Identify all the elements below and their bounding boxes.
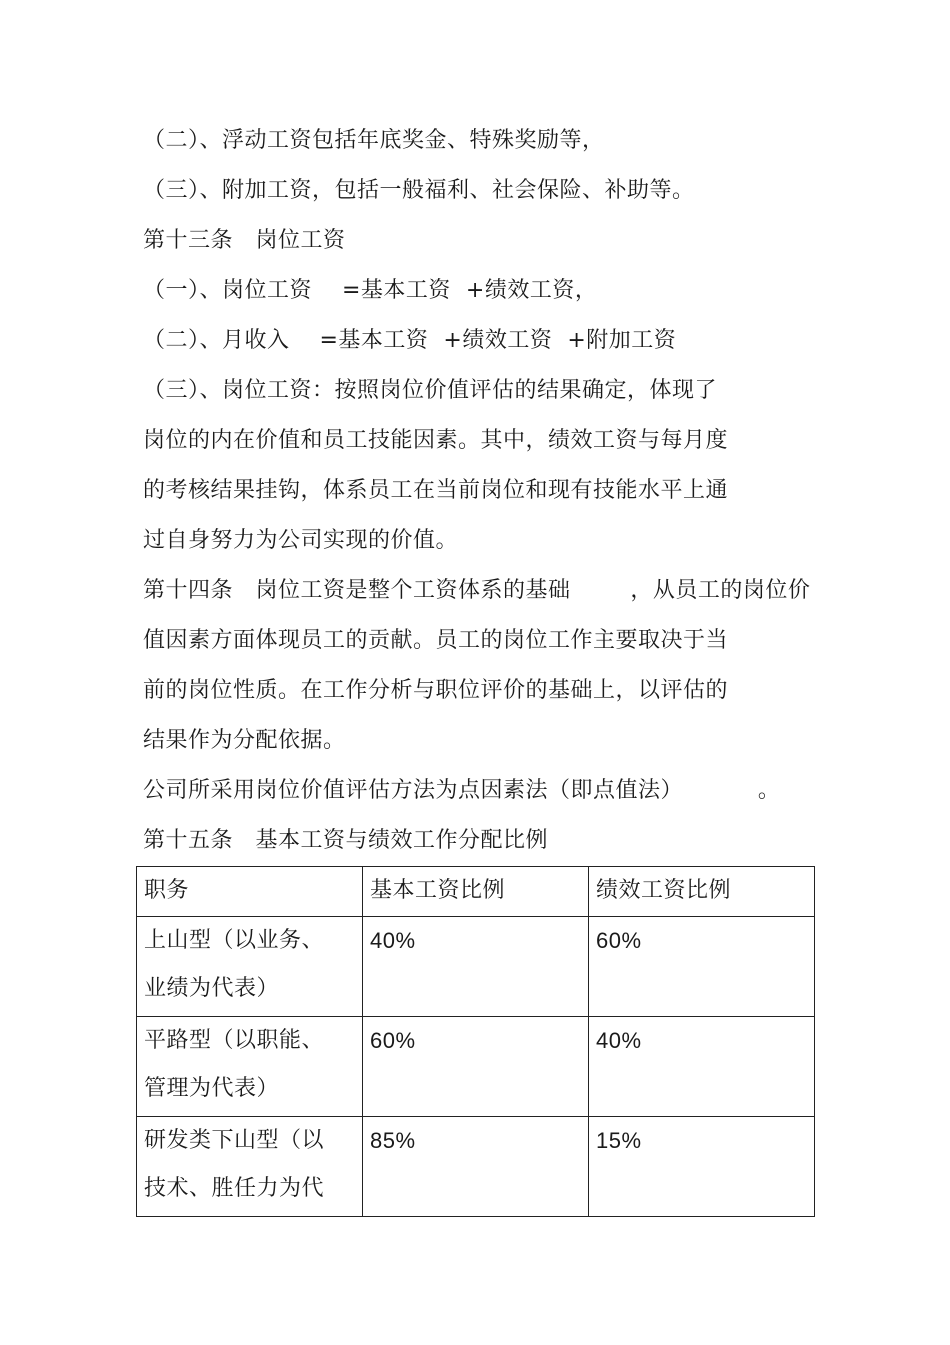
salary-ratio-table [136, 866, 815, 1217]
table-row [137, 1117, 815, 1217]
paragraph-line: （三）、岗位工资：按照岗位价值评估的结果确定，体现了 [143, 378, 718, 403]
section-heading: 第十四条 岗位工资是整个工资体系的基础 ，从员工的岗位价 [143, 578, 811, 603]
paragraph-line: （二）、月收入 =基本工资 +绩效工资 +附加工资 [143, 328, 677, 353]
table-row [137, 1017, 815, 1117]
table-header-cell: 绩效工资比例 [589, 867, 815, 917]
table-header-row [137, 867, 815, 917]
table-row [137, 917, 815, 1017]
paragraph-line: 结果作为分配依据。 [143, 728, 346, 753]
paragraph-line: （一）、岗位工资 =基本工资 +绩效工资， [143, 278, 598, 303]
paragraph-line: （二）、浮动工资包括年底奖金、特殊奖励等， [143, 128, 605, 153]
paragraph-line: （三）、附加工资，包括一般福利、社会保险、补助等。 [143, 178, 695, 203]
paragraph-line: 前的岗位性质。在工作分析与职位评价的基础上，以评估的 [143, 678, 729, 703]
paragraph-line: 岗位的内在价值和员工技能因素。其中，绩效工资与每月度 [143, 428, 729, 453]
section-heading: 第十三条 岗位工资 [143, 228, 346, 253]
base-ratio-cell: 60% [363, 1017, 589, 1117]
role-cell: 研发类下山型（以 技术、胜任力为代 [137, 1117, 363, 1217]
perf-ratio-cell: 60% [589, 917, 815, 1017]
table-header-cell: 职务 [137, 867, 363, 917]
paragraph-line: 的考核结果挂钩，体系员工在当前岗位和现有技能水平上通 [143, 478, 729, 503]
perf-ratio-cell: 40% [589, 1017, 815, 1117]
role-cell: 上山型（以业务、 业绩为代表） [137, 917, 363, 1017]
base-ratio-cell: 40% [363, 917, 589, 1017]
base-ratio-cell: 85% [363, 1117, 589, 1217]
paragraph-line: 值因素方面体现员工的贡献。员工的岗位工作主要取决于当 [143, 628, 729, 653]
paragraph-line: 过自身努力为公司实现的价值。 [143, 528, 459, 553]
section-heading: 第十五条 基本工资与绩效工作分配比例 [143, 828, 548, 853]
paragraph-line: 公司所采用岗位价值评估方法为点因素法（即点值法） 。 [143, 778, 781, 803]
table-header-cell: 基本工资比例 [363, 867, 589, 917]
perf-ratio-cell: 15% [589, 1117, 815, 1217]
role-cell: 平路型（以职能、 管理为代表） [137, 1017, 363, 1117]
